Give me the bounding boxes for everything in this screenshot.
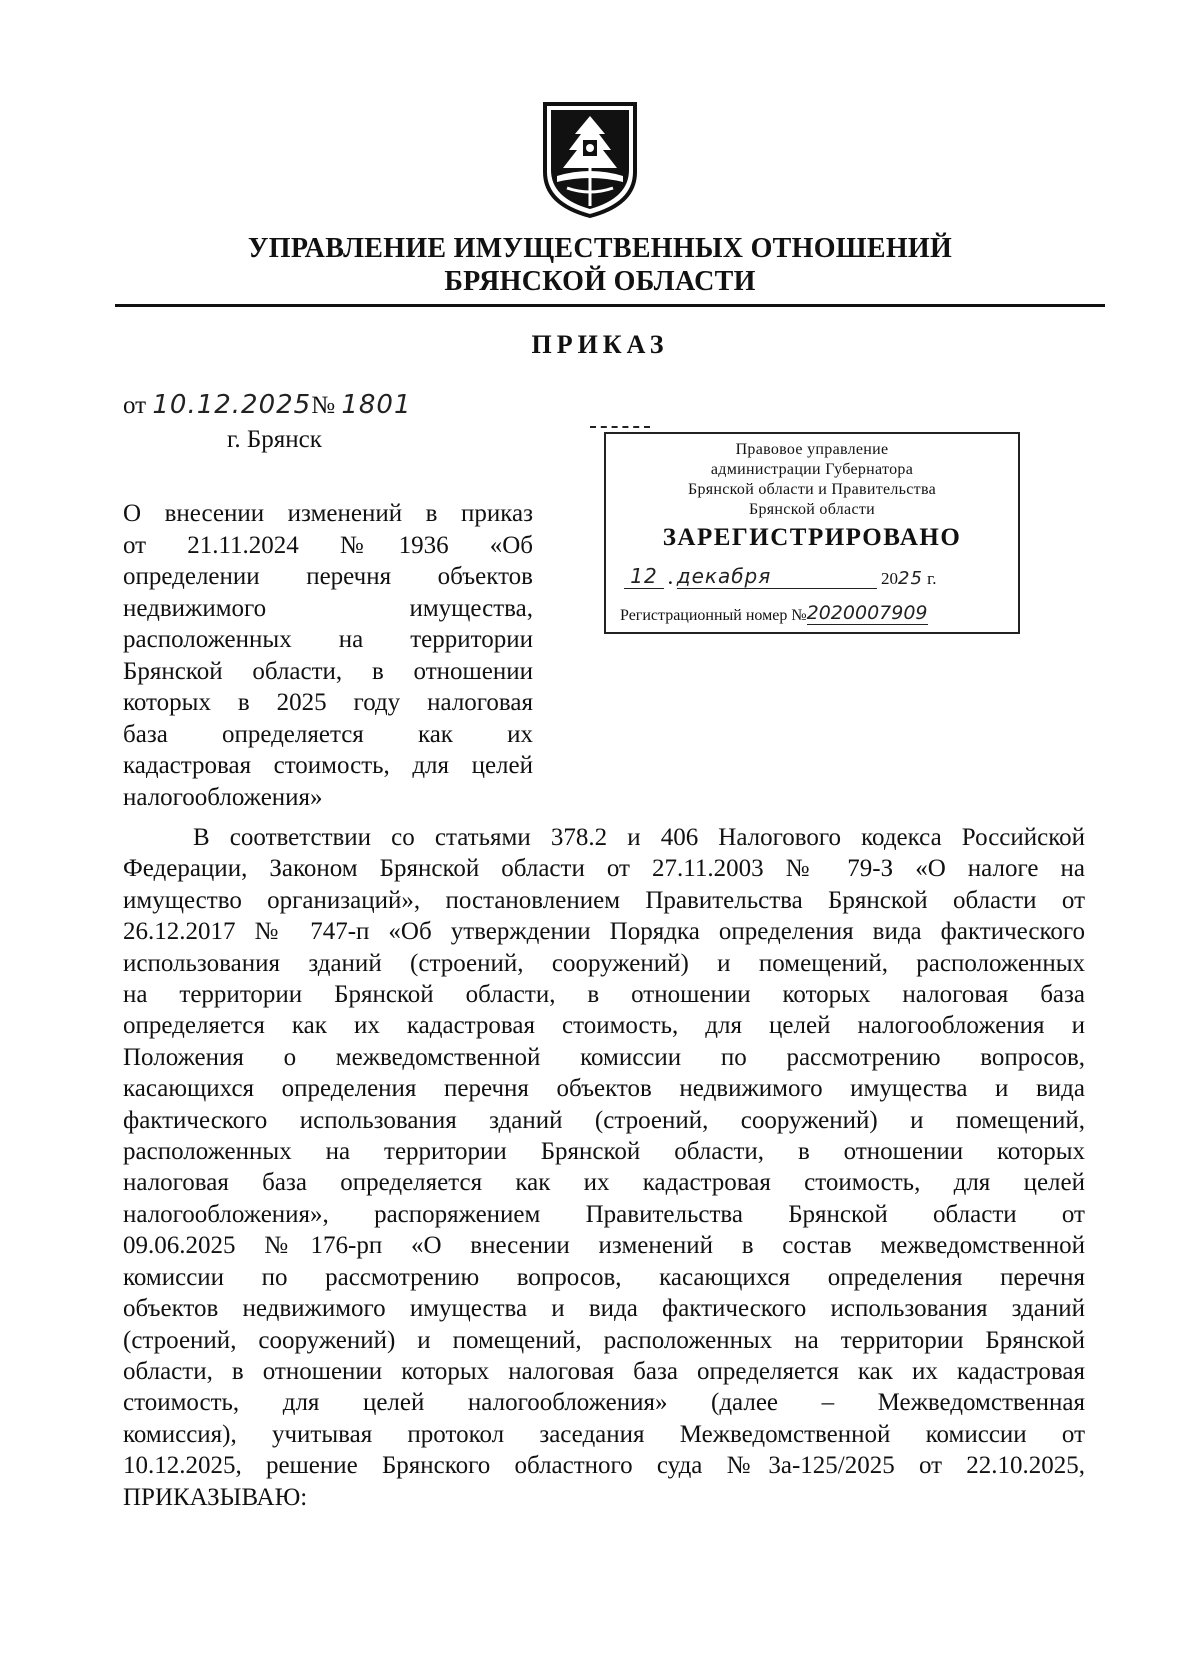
body-line: (строений, сооружений) и помещений, расположенных на территории Брянской <box>123 1326 1085 1354</box>
subject-line: кадастровая стоимость, для целей <box>123 752 533 779</box>
stamp-reg-label: Регистрационный номер № <box>620 607 807 624</box>
subject-line: от 21.11.2024 №1936 «Об <box>123 531 533 559</box>
body-line: комиссия), учитывая протокол заседания Межведомственной комиссии от <box>123 1420 1085 1448</box>
body-line: использования зданий (строений, сооружений) и помещений, расположенных <box>123 949 1085 977</box>
date-prefix: от <box>123 392 147 419</box>
body-line-order-word: ПРИКАЗЫВАЮ: <box>123 1483 308 1511</box>
body-line: области, в отношении которых налоговая база определяется как их кадастровая <box>123 1357 1085 1385</box>
body-line: комиссии по рассмотрению вопросов, касающихся определения перечня <box>123 1263 1085 1291</box>
body-line: налогообложения», распоряжением Правительства Брянской области от <box>123 1200 1085 1228</box>
order-city: г. Брянск <box>227 426 322 453</box>
document-title: ПРИКАЗ <box>531 330 669 359</box>
body-line: Федерации, Законом Брянской области от 27.11.2003 № 79-З «О налоге на <box>123 855 1085 883</box>
header-divider <box>115 304 1105 307</box>
stamp-year-handwritten: 25 <box>898 568 923 589</box>
stamp-line-1: Правовое управление <box>735 441 889 458</box>
organization-heading <box>160 232 1040 298</box>
body-line: стоимость, для целей налогообложения» (далее – Межведомственная <box>123 1389 1085 1417</box>
body-line: объектов недвижимого имущества и вида фактического использования зданий <box>123 1295 1085 1323</box>
order-date-line <box>123 390 412 420</box>
org-name-line-1: УПРАВЛЕНИЕ ИМУЩЕСТВЕННЫХ ОТНОШЕНИЙ <box>247 233 953 264</box>
stamp-reg-number-handwritten: 2020007909 <box>806 602 928 624</box>
body-line: 09.06.2025 №176-рп «О внесении изменений в состав межведомственной <box>123 1232 1085 1260</box>
stamp-month-handwritten: декабря <box>676 564 772 588</box>
registration-stamp <box>604 432 1020 634</box>
stamp-dashed-edge <box>590 426 650 428</box>
subject-line: О внесении изменений в приказ <box>123 500 533 527</box>
body-line: В соответствии со статьями 378.2 и 406 Налогового кодекса Российской <box>193 824 1085 851</box>
brynsk-coat-of-arms-icon <box>537 96 643 220</box>
subject-line: Брянской области, в отношении <box>123 657 533 685</box>
body-line: 26.12.2017 № 747-п «Об утверждении Порядка определения вида фактического <box>123 918 1085 946</box>
number-sign: № <box>311 392 336 419</box>
stamp-line-2: администрации Губернатора <box>710 461 914 478</box>
subject-line: база определяется как их <box>123 720 533 748</box>
stamp-year-prefix: 20 <box>881 569 898 588</box>
order-body <box>123 822 1085 1513</box>
subject-line: налогообложения» <box>123 783 323 811</box>
body-line: определяется как их кадастровая стоимость, для целей налогообложения и <box>123 1012 1085 1040</box>
subject-line: недвижимого имущества, <box>123 594 533 622</box>
body-line: на территории Брянской области, в отношении которых налоговая база <box>123 981 1085 1009</box>
body-line: Положения о межведомственной комиссии по рассмотрению вопросов, <box>123 1043 1085 1071</box>
body-line: фактического использования зданий (строений, сооружений) и помещений, <box>123 1106 1085 1134</box>
body-line: имущество организаций», постановлением Правительства Брянской области от <box>123 886 1085 914</box>
body-line: 10.12.2025, решение Брянского областного суда №3а-125/2025 от 22.10.2025, <box>123 1452 1085 1480</box>
body-line: расположенных на территории Брянской области, в отношении которых <box>123 1138 1085 1166</box>
org-name-line-2: БРЯНСКОЙ ОБЛАСТИ <box>444 266 756 297</box>
stamp-line-3: Брянской области и Правительства <box>687 481 937 498</box>
body-line: касающихся определения перечня объектов недвижимого имущества и вида <box>123 1075 1085 1103</box>
subject-line: которых в 2025 году налоговая <box>123 689 533 716</box>
stamp-day-handwritten: 12 <box>630 564 658 588</box>
subject-line: определении перечня объектов <box>123 563 533 590</box>
stamp-year-suffix: г. <box>927 569 937 588</box>
subject-line: расположенных на территории <box>123 626 533 653</box>
order-date-handwritten: 10.12.2025 <box>152 390 312 420</box>
order-number-handwritten: 1801 <box>341 390 412 420</box>
stamp-reg-number-row <box>620 602 1010 630</box>
stamp-date-row: 12 . декабря 2025 г. <box>624 564 1004 594</box>
body-line: налоговая база определяется как их кадастровая стоимость, для целей <box>123 1169 1085 1197</box>
stamp-registered: ЗАРЕГИСТРИРОВАНО <box>662 524 962 551</box>
order-subject <box>123 498 533 813</box>
stamp-line-4: Брянской области <box>748 501 876 518</box>
